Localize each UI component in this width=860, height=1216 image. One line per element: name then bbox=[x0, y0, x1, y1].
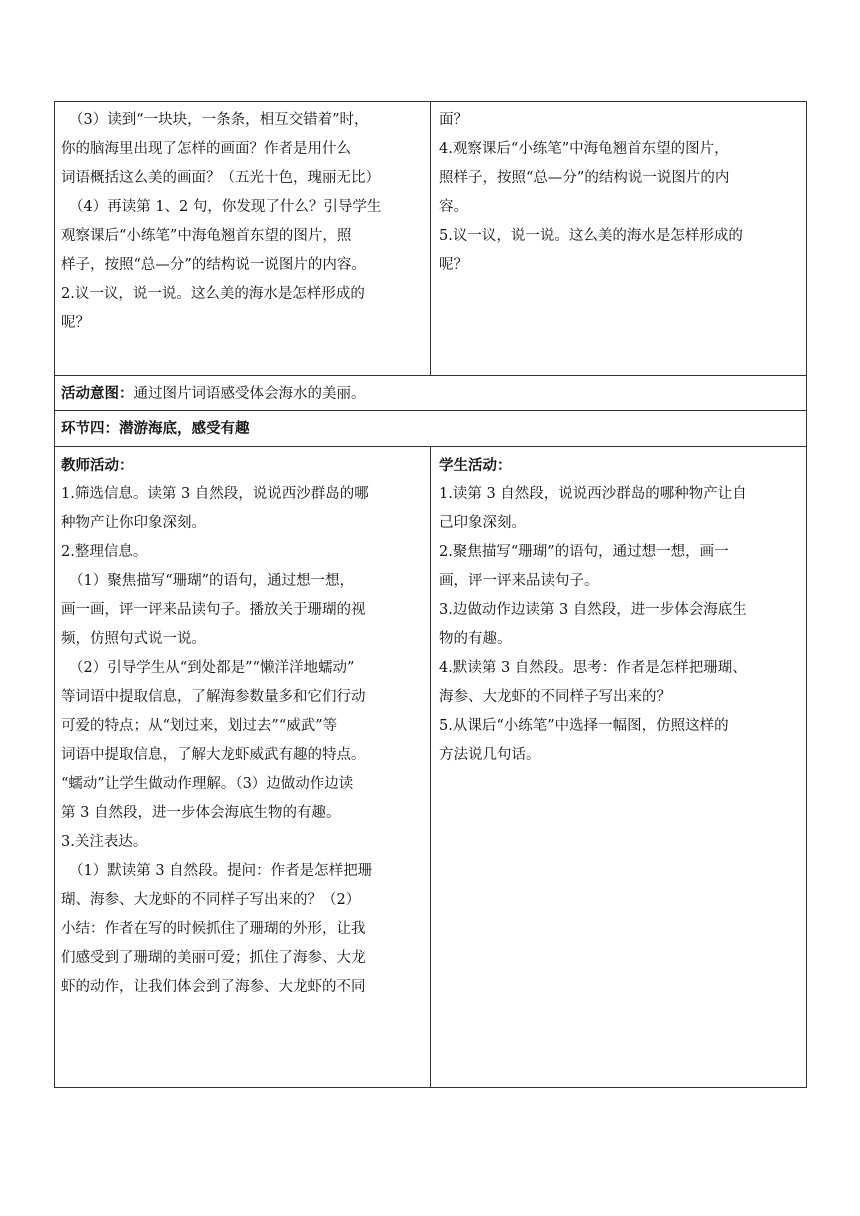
text-line: 2.聚焦描写“珊瑚”的语句，通过想一想，画一 bbox=[439, 544, 729, 560]
text-line: 海参、大龙虾的不同样子写出来的？ bbox=[439, 689, 671, 705]
teacher-activity-heading: 教师活动： bbox=[61, 457, 134, 474]
text-line: 4.默读第 3 自然段。思考：作者是怎样把珊瑚、 bbox=[439, 660, 747, 676]
intent-label: 活动意图： bbox=[61, 385, 134, 402]
text-line: 面？ bbox=[439, 112, 468, 128]
text-line: （1）默读第 3 自然段。提问：作者是怎样把珊 bbox=[69, 863, 373, 879]
text-line: 呢？ bbox=[439, 257, 468, 273]
text-line: 词语中提取信息，了解大龙虾威武有趣的特点。 bbox=[61, 747, 366, 763]
text-line: 画，评一评来品读句子。 bbox=[439, 573, 599, 589]
activity-row-top bbox=[55, 102, 806, 376]
text-line: 虾的动作，让我们体会到了海参、大龙虾的不同 bbox=[61, 979, 366, 995]
text-line: 可爱的特点；从“划过来，划过去”“威武”等 bbox=[61, 718, 338, 734]
text-line: 观察课后“小练笔”中海龟翘首东望的图片，照 bbox=[61, 228, 352, 244]
text-line: （3）读到“一块块，一条条，相互交错着”时， bbox=[69, 112, 369, 128]
intent-row bbox=[55, 376, 806, 411]
teacher-activity-cell bbox=[55, 447, 431, 1087]
text-line: 5.从课后“小练笔”中选择一幅图，仿照这样的 bbox=[439, 718, 729, 734]
text-line: 5.议一议，说一说。这么美的海水是怎样形成的 bbox=[439, 228, 743, 244]
text-line: 方法说几句话。 bbox=[439, 747, 541, 763]
intent-text: 通过图片词语感受体会海水的美丽。 bbox=[133, 386, 366, 402]
student-activity-heading: 学生活动： bbox=[439, 457, 512, 474]
text-line: 己印象深刻。 bbox=[439, 515, 526, 531]
text-line: 种物产让你印象深刻。 bbox=[61, 515, 206, 531]
text-line: 瑚、海参、大龙虾的不同样子写出来的？（2） bbox=[61, 892, 361, 908]
text-line: 物的有趣。 bbox=[439, 631, 512, 647]
text-line: 3.关注表达。 bbox=[61, 834, 148, 850]
text-line: 第 3 自然段，进一步体会海底生物的有趣。 bbox=[61, 805, 341, 821]
section-cell bbox=[55, 411, 806, 446]
section-row bbox=[55, 411, 806, 447]
text-line: 4.观察课后“小练笔”中海龟翘首东望的图片， bbox=[439, 141, 729, 157]
student-activity-cell bbox=[431, 447, 806, 1087]
text-line: 你的脑海里出现了怎样的画面？作者是用什么 bbox=[61, 141, 351, 157]
text-line: （1）聚焦描写“珊瑚”的语句，通过想一想， bbox=[69, 573, 355, 589]
text-line: 样子，按照“总—分”的结构说一说图片的内容。 bbox=[61, 257, 366, 273]
text-line: 等词语中提取信息，了解海参数量多和它们行动 bbox=[61, 689, 366, 705]
text-line: 频，仿照句式说一说。 bbox=[61, 631, 206, 647]
text-line: 2.议一议，说一说。这么美的海水是怎样形成的 bbox=[61, 286, 365, 302]
section-title: 环节四：潜游海底，感受有趣 bbox=[61, 420, 250, 437]
text-line: 1.读第 3 自然段，说说西沙群岛的哪种物产让自 bbox=[439, 486, 747, 502]
text-line: 词语概括这么美的画面？（五光十色，瑰丽无比） bbox=[61, 170, 380, 186]
text-line: 2.整理信息。 bbox=[61, 544, 148, 560]
text-line: 画一画，评一评来品读句子。播放关于珊瑚的视 bbox=[61, 602, 366, 618]
text-line: 们感受到了珊瑚的美丽可爱；抓住了海参、大龙 bbox=[61, 950, 366, 966]
text-line: “蠕动”让学生做动作理解。（3）边做动作边读 bbox=[61, 776, 354, 792]
student-activity-cell-top bbox=[431, 102, 806, 375]
text-line: 3.边做动作边读第 3 自然段，进一步体会海底生 bbox=[439, 602, 747, 618]
text-line: 1.筛选信息。读第 3 自然段，说说西沙群岛的哪 bbox=[61, 486, 369, 502]
text-line: 小结：作者在写的时候抓住了珊瑚的外形，让我 bbox=[61, 921, 366, 937]
text-line: （2）引导学生从“到处都是”“懒洋洋地蠕动” bbox=[69, 660, 355, 676]
lesson-table bbox=[54, 101, 807, 1088]
activity-row-bottom bbox=[55, 447, 806, 1087]
teacher-activity-cell-top bbox=[55, 102, 431, 375]
text-line: 容。 bbox=[439, 199, 468, 215]
text-line: 照样子，按照“总—分”的结构说一说图片的内 bbox=[439, 170, 730, 186]
intent-cell bbox=[55, 376, 806, 410]
text-line: 呢？ bbox=[61, 315, 90, 331]
text-line: （4）再读第 1、2 句，你发现了什么？引导学生 bbox=[69, 199, 382, 215]
